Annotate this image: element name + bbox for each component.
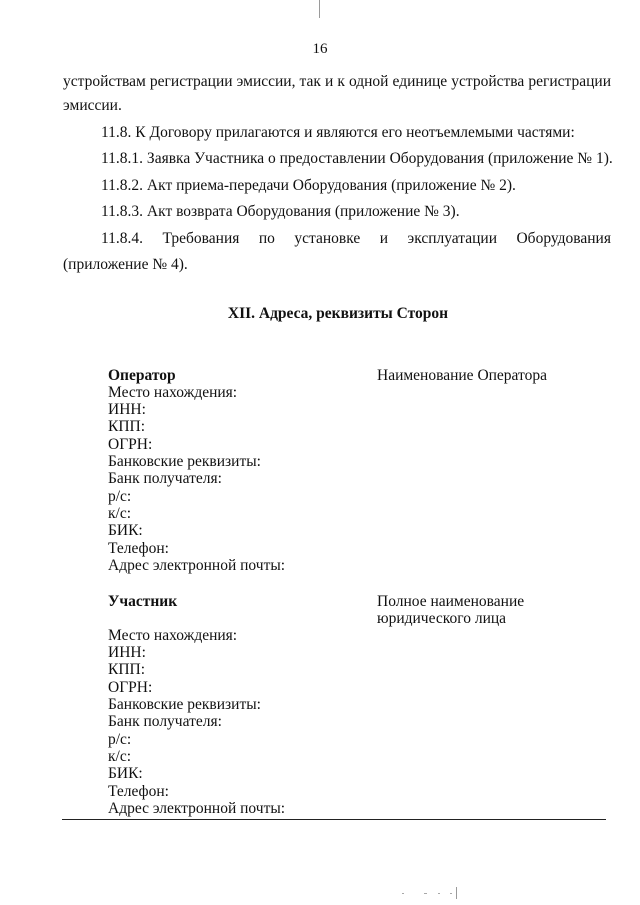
scan-artifact-dot	[450, 893, 452, 894]
participant-field-account: р/с:	[108, 731, 132, 748]
bottom-rule-divider	[62, 819, 606, 820]
participant-field-phone: Телефон:	[108, 783, 169, 800]
operator-field-account: р/с:	[108, 488, 132, 505]
participant-field-bank: Банк получателя:	[108, 713, 222, 730]
clause-11-8-2: 11.8.2. Акт приема-передачи Оборудования (приложение № 2).	[101, 177, 516, 194]
participant-name-placeholder-line-1: Полное наименование	[377, 593, 525, 610]
operator-field-phone: Телефон:	[108, 540, 169, 557]
scan-artifact-top	[319, 0, 320, 18]
page-number: 16	[312, 41, 328, 57]
clause-11-8-1: 11.8.1. Заявка Участника о предоставлении Оборудования (приложение № 1).	[101, 150, 613, 167]
operator-field-address: Место нахождения:	[108, 384, 238, 401]
participant-field-bik: БИК:	[108, 765, 143, 782]
paragraph-continuation-line-1: устройствам регистрации эмиссии, так и к одной единице устройства регистрации	[63, 73, 611, 90]
operator-field-kpp: КПП:	[108, 418, 146, 435]
paragraph-continuation-line-2: эмиссии.	[63, 97, 122, 114]
participant-field-bank-details: Банковские реквизиты:	[108, 696, 261, 713]
operator-field-bank-details: Банковские реквизиты:	[108, 453, 261, 470]
operator-name-placeholder: Наименование Оператора	[377, 367, 547, 384]
operator-field-corr-account: к/с:	[108, 505, 132, 522]
scan-artifact-bottom	[456, 887, 457, 899]
scan-artifact-dot	[424, 893, 427, 894]
operator-field-bik: БИК:	[108, 522, 143, 539]
clause-11-8-3: 11.8.3. Акт возврата Оборудования (приложение № 3).	[101, 203, 460, 220]
participant-field-ogrn: ОГРН:	[108, 679, 153, 696]
operator-heading: Оператор	[108, 367, 176, 384]
operator-field-inn: ИНН:	[108, 401, 146, 418]
participant-field-address: Место нахождения:	[108, 627, 238, 644]
operator-field-email: Адрес электронной почты:	[108, 557, 286, 574]
scan-artifact-dot	[402, 893, 404, 894]
clause-11-8-4-line-1: 11.8.4. Требования по установке и эксплуатации Оборудования	[101, 230, 611, 247]
participant-field-corr-account: к/с:	[108, 748, 132, 765]
clause-11-8-4-line-2: (приложение № 4).	[63, 256, 188, 273]
participant-field-email: Адрес электронной почты:	[108, 800, 286, 817]
participant-field-inn: ИНН:	[108, 644, 146, 661]
participant-field-kpp: КПП:	[108, 661, 146, 678]
participant-name-placeholder-line-2: юридического лица	[377, 610, 507, 627]
operator-field-ogrn: ОГРН:	[108, 436, 153, 453]
participant-heading: Участник	[108, 593, 178, 610]
scan-artifact-dot	[438, 893, 440, 894]
operator-field-bank: Банк получателя:	[108, 470, 222, 487]
clause-11-8: 11.8. К Договору прилагаются и являются его неотъемлемыми частями:	[101, 124, 575, 141]
section-title: XII. Адреса, реквизиты Сторон	[227, 305, 449, 322]
